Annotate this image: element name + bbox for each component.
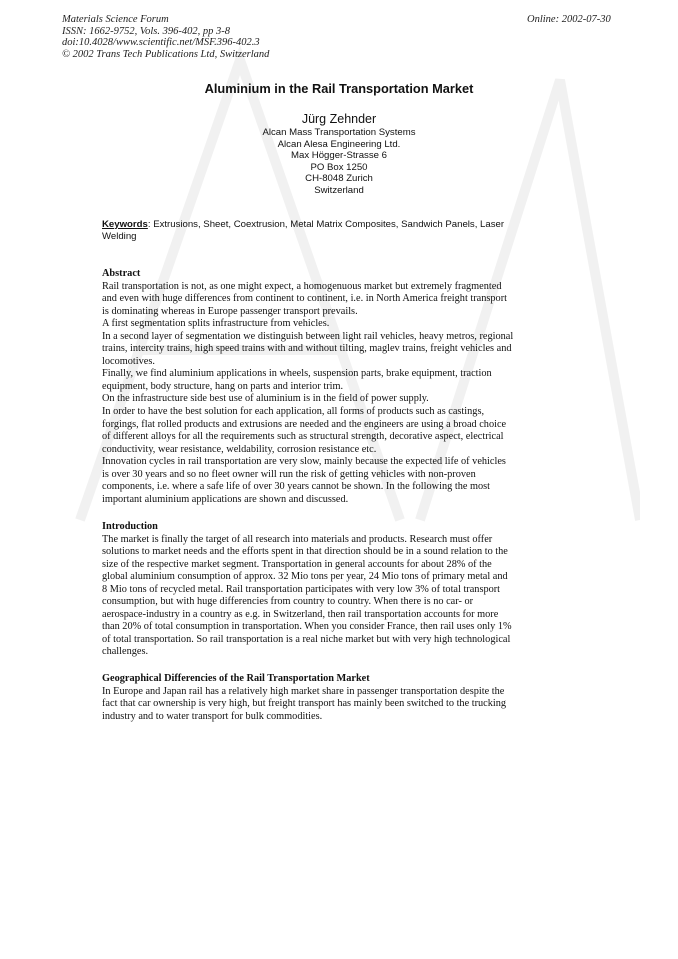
affiliation-line: Switzerland: [314, 184, 364, 196]
abstract-line: conductivity, wear resistance, weldability, corrosion resistance etc.: [102, 443, 377, 455]
introduction-line: than 20% of total consumption in transportation. When you consider France, then rail uses only 1%: [102, 621, 512, 633]
abstract-line: Finally, we find aluminium applications in wheels, suspension parts, brake equipment, traction: [102, 368, 492, 380]
abstract-section: [102, 268, 548, 506]
copyright-line: © 2002 Trans Tech Publications Ltd, Switzerland: [62, 48, 270, 60]
introduction-line: 8 Mio tons of recycled metal. Rail transportation participates with very low 3% of total transport: [102, 583, 501, 595]
abstract-line: locomotives.: [102, 355, 155, 367]
abstract-line: trains, intercity trains, high speed trains with and without tilting, maglev trains, freight vehicles and: [102, 343, 512, 355]
introduction-line: global aluminium consumption of approx. 32 Mio tons per year, 24 Mio tons of primary metal and: [102, 571, 508, 583]
abstract-line: Rail transportation is not, as one might expect, a homogenuous market but extremely fragmented: [102, 280, 502, 292]
keywords-label: Keywords: [102, 219, 148, 230]
author-block: [0, 112, 678, 197]
online-date: Online: 2002-07-30: [527, 14, 611, 25]
affiliation-line: Alcan Alesa Engineering Ltd.: [277, 138, 401, 150]
affiliation-line: CH-8048 Zurich: [305, 173, 373, 185]
keywords-text-cont: Welding: [102, 231, 137, 243]
geographical-section: [102, 673, 548, 723]
abstract-line: equipment, body structure, hang on parts and interior trim.: [102, 380, 344, 392]
introduction-section: [102, 521, 548, 659]
introduction-body: [102, 534, 548, 659]
introduction-line: consumption, but with huge differencies from country to country. When there is no car- or: [102, 596, 474, 608]
issn-line: ISSN: 1662-9752, Vols. 396-402, pp 3-8: [62, 25, 230, 37]
paper-title: Aluminium in the Rail Transportation Market: [204, 81, 474, 96]
introduction-line: of total transportation. So rail transportation is a real niche market but with very high technological: [102, 633, 511, 645]
introduction-line: size of the respective market segment. Transportation in general accounts for about 28% of the: [102, 558, 492, 570]
geographical-body: [102, 686, 548, 724]
abstract-line: A first segmentation splits infrastructure from vehicles.: [102, 318, 330, 330]
abstract-line: important aluminium applications are shown and discussed.: [102, 493, 349, 505]
journal-name: Materials Science Forum: [62, 14, 169, 25]
affiliation-line: PO Box 1250: [310, 161, 368, 173]
abstract-line: Innovation cycles in rail transportation are very slow, mainly because the expected life of vehicles: [102, 456, 506, 468]
affiliation-line: Alcan Mass Transportation Systems: [262, 127, 416, 138]
abstract-line: In order to have the best solution for each application, all forms of products such as castings,: [102, 406, 485, 418]
abstract-body: [102, 281, 548, 507]
introduction-heading: Introduction: [102, 521, 158, 532]
introduction-line: challenges.: [102, 646, 149, 658]
abstract-line: is over 30 years and so no fleet owner will run the risk of getting vehicles with non-proven: [102, 468, 476, 480]
keywords-block: [102, 219, 542, 243]
abstract-line: of different alloys for all the requirements such as structural strength, decorative aspect, electrical: [102, 431, 504, 443]
affiliation-line: Max Högger-Strasse 6: [291, 150, 387, 162]
keywords-text: : Extrusions, Sheet, Coextrusion, Metal Matrix Composites, Sandwich Panels, Laser: [147, 219, 505, 230]
geographical-line: fact that car ownership is very high, but freight transport has mainly been switched to the trucking: [102, 698, 507, 710]
abstract-heading: Abstract: [102, 268, 141, 279]
abstract-line: components, i.e. where a safe life of over 30 years cannot be shown. In the following the most: [102, 481, 491, 493]
geographical-line: industry and to water transport for bulk commodities.: [102, 710, 323, 722]
introduction-line: The market is finally the target of all research into materials and products. Research must offer: [102, 533, 493, 545]
geographical-line: In Europe and Japan rail has a relatively high market share in passenger transportation despite the: [102, 685, 505, 697]
abstract-line: and even with huge differences from continent to continent, i.e. in North America freight transport: [102, 293, 507, 305]
introduction-line: aerospace-industry in a country as e.g. in Switzerland, then rail transportation accounts for more: [102, 608, 499, 620]
abstract-line: On the infrastructure side best use of aluminium is in the field of power supply.: [102, 393, 429, 405]
doi-link[interactable]: doi:10.4028/www.scientific.net/MSF.396-402.3: [62, 37, 260, 48]
abstract-line: is dominating whereas in Europe passenger transport prevails.: [102, 305, 358, 317]
abstract-line: forgings, flat rolled products and extrusions are needed and the engineers are using a broad choice: [102, 418, 507, 430]
introduction-line: solutions to market needs and the efforts spent in that direction should be in a sound relation to the: [102, 546, 508, 558]
geographical-heading: Geographical Differencies of the Rail Transportation Market: [102, 673, 370, 684]
journal-header: [62, 14, 269, 60]
abstract-line: In a second layer of segmentation we distinguish between light rail vehicles, heavy metros, regional: [102, 330, 514, 342]
author-name: Jürg Zehnder: [301, 112, 377, 126]
